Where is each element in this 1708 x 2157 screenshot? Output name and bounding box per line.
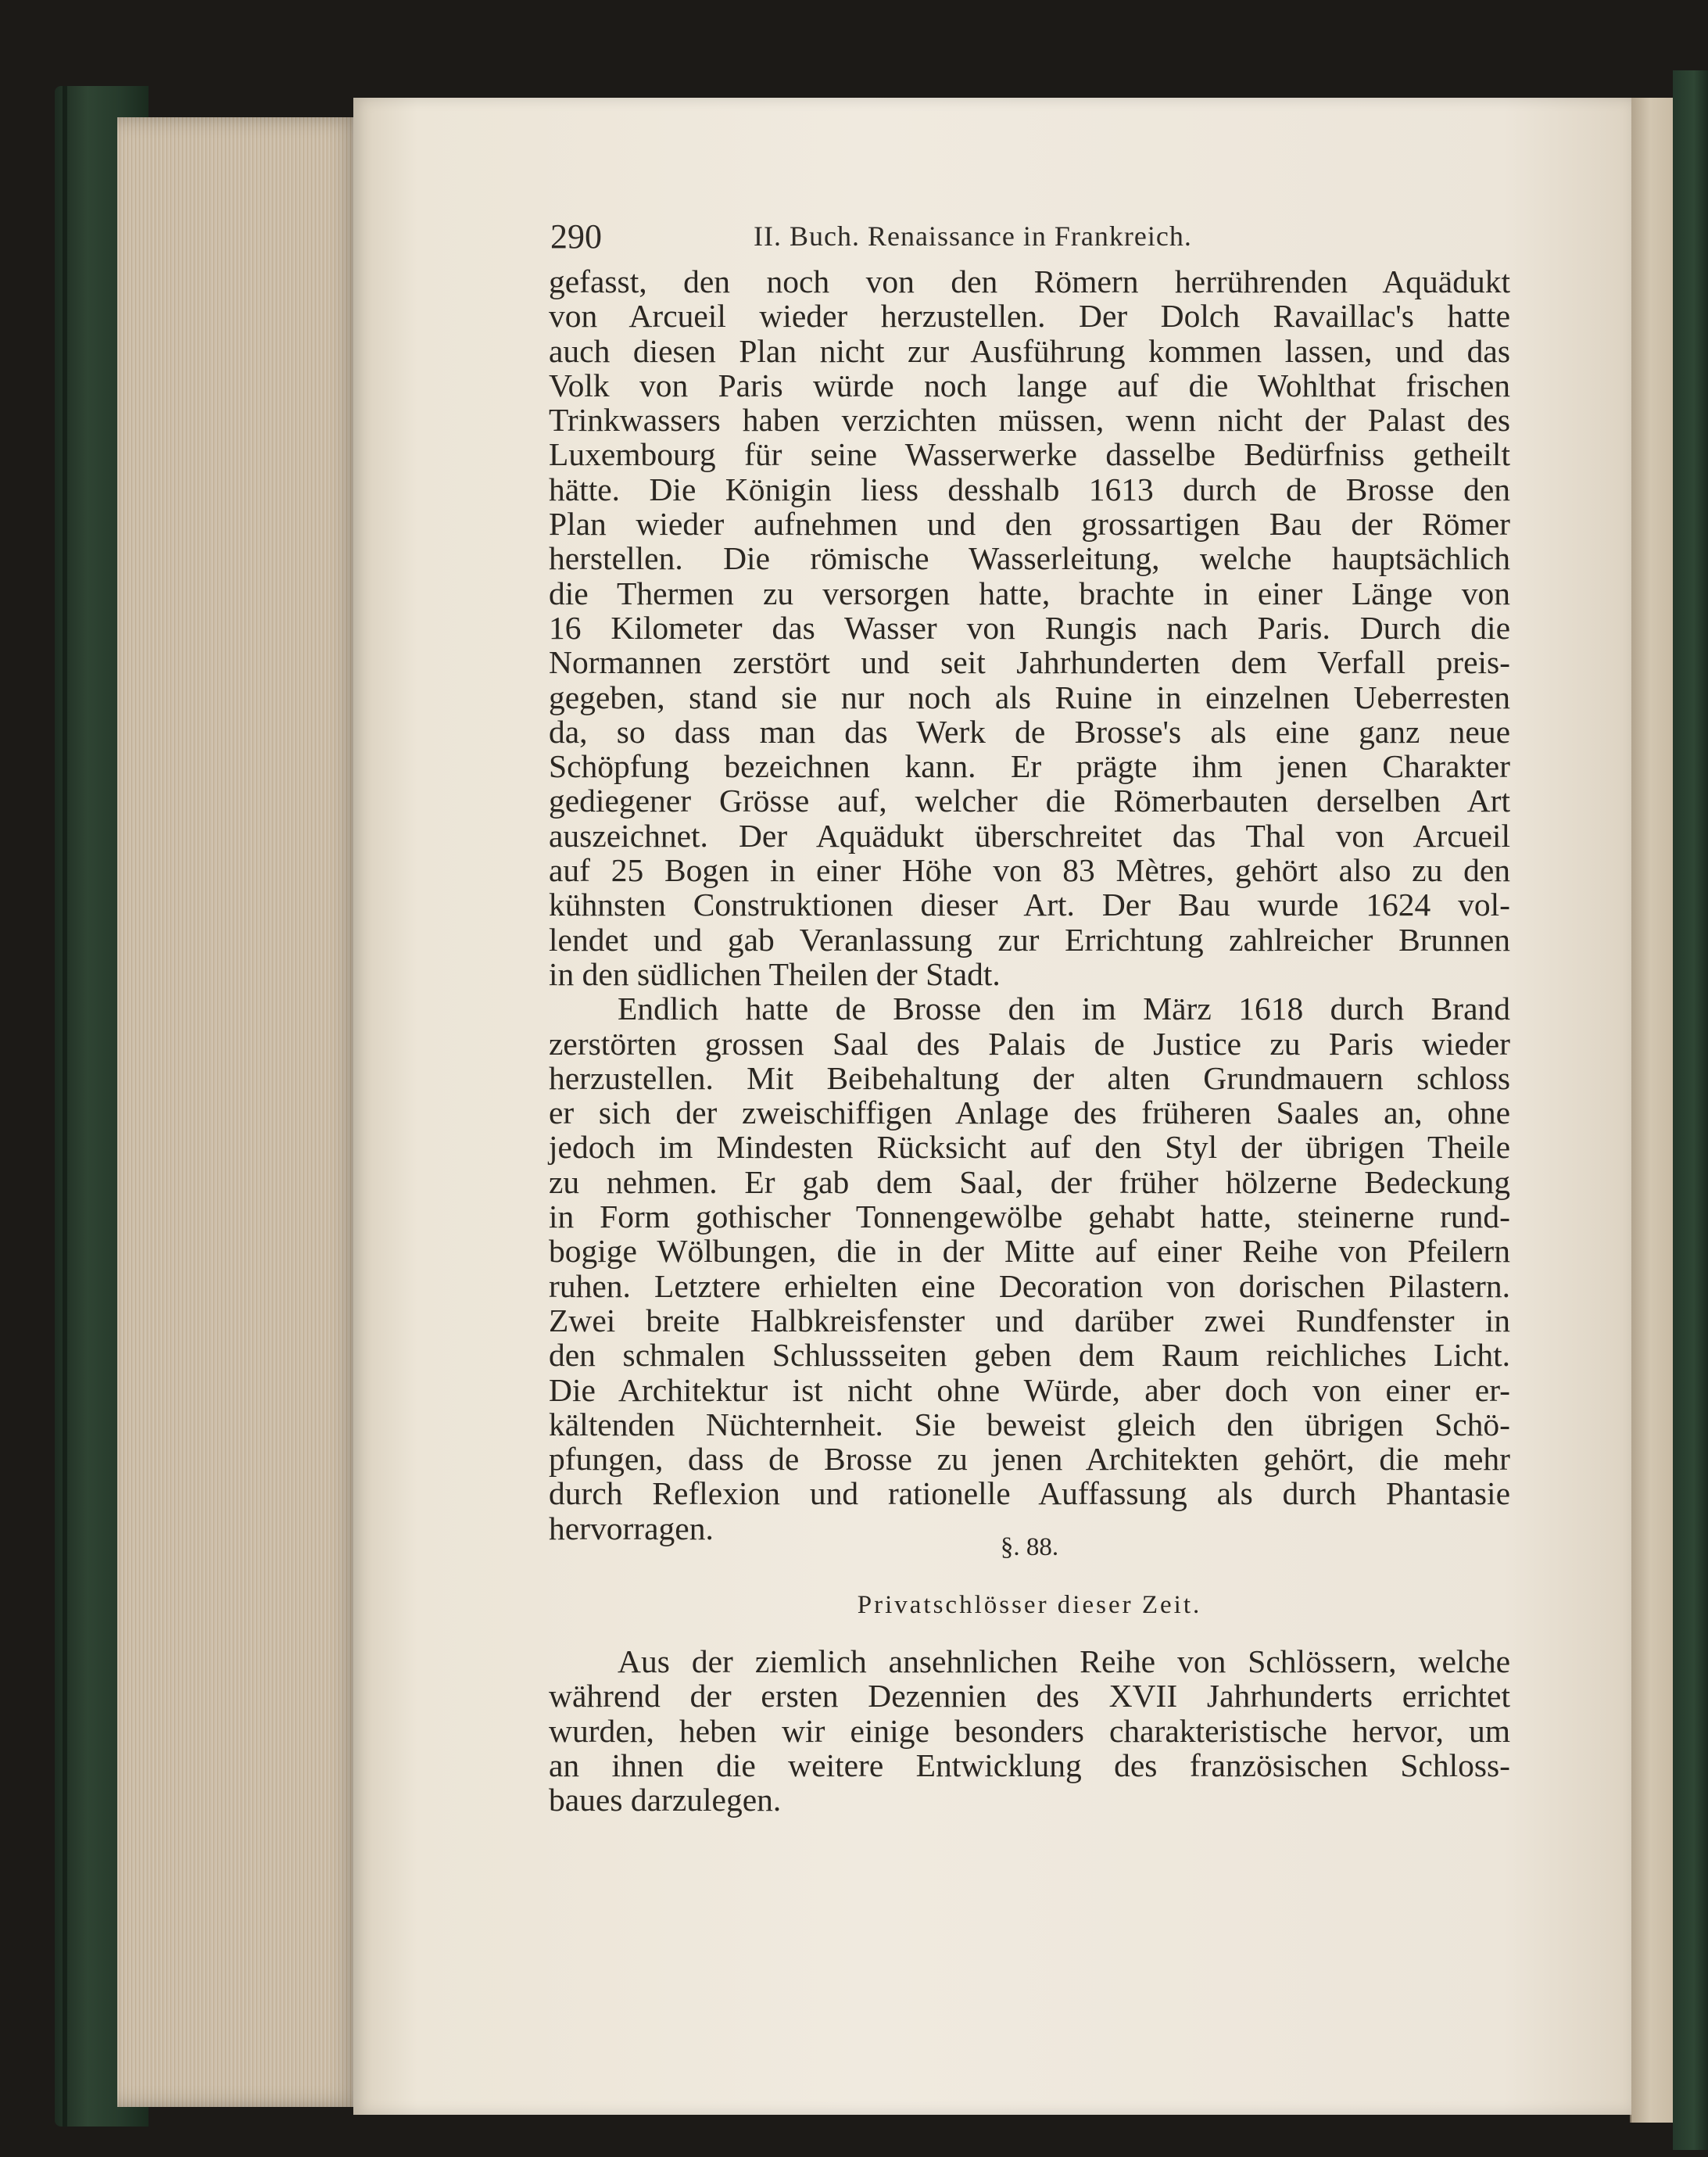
text-line: pfungen, dass de Brosse zu jenen Architekten gehört, die mehr bbox=[549, 1441, 1510, 1478]
text-line: Luxembourg für seine Wasserwerke dasselbe Bedürfniss getheilt bbox=[549, 436, 1510, 473]
text-line: lendet und gab Veranlassung zur Errichtung zahlreicher Brunnen bbox=[549, 921, 1510, 958]
text-line: auch diesen Plan nicht zur Ausführung kommen lassen, und das bbox=[549, 332, 1510, 369]
text-line: da, so dass man das Werk de Brosse's als eine ganz neue bbox=[549, 713, 1510, 750]
section-title: Privatschlösser dieser Zeit. bbox=[857, 1591, 1202, 1619]
body-text bbox=[549, 263, 1510, 1818]
text-line: er sich der zweischiffigen Anlage des früheren Saales an, ohne bbox=[549, 1095, 1510, 1131]
section-number: §. 88. bbox=[1000, 1533, 1059, 1561]
text-line: auszeichnet. Der Aquädukt überschreitet das Thal von Arcueil bbox=[549, 817, 1510, 854]
text-line: hervorragen. bbox=[549, 1510, 714, 1546]
text-line: von Arcueil wieder herzustellen. Der Dolch Ravaillac's hatte bbox=[549, 298, 1510, 335]
text-line: zerstörten grossen Saal des Palais de Justice zu Paris wieder bbox=[549, 1025, 1510, 1062]
text-line: gegeben, stand sie nur noch als Ruine in einzelnen Ueberresten bbox=[549, 679, 1510, 715]
text-line: durch Reflexion und rationelle Auffassung als durch Phantasie bbox=[549, 1475, 1510, 1512]
book-page bbox=[353, 98, 1631, 2115]
text-line: hätte. Die Königin liess desshalb 1613 durch de Brosse den bbox=[549, 471, 1510, 507]
text-line: ruhen. Letztere erhielten eine Decoration von dorischen Pilastern. bbox=[549, 1267, 1510, 1304]
text-line: gefasst, den noch von den Römern herrührenden Aquädukt bbox=[549, 263, 1510, 299]
text-line: Aus der ziemlich ansehnlichen Reihe von Schlössern, welche bbox=[618, 1643, 1510, 1679]
next-page-edge bbox=[1630, 98, 1678, 2123]
text-line: herstellen. Die römische Wasserleitung, welche hauptsächlich bbox=[549, 540, 1510, 577]
text-line: auf 25 Bogen in einer Höhe von 83 Mètres, gehört also zu den bbox=[549, 852, 1510, 889]
text-line: an ihnen die weitere Entwicklung des französischen Schloss- bbox=[549, 1747, 1510, 1783]
text-line: 16 Kilometer das Wasser von Rungis nach Paris. Durch die bbox=[549, 609, 1510, 646]
running-head bbox=[550, 217, 1629, 260]
text-line: Endlich hatte de Brosse den im März 1618 durch Brand bbox=[618, 991, 1510, 1027]
text-line: jedoch im Mindesten Rücksicht auf den Styl der übrigen Theile bbox=[549, 1129, 1510, 1166]
text-line: herzustellen. Mit Beibehaltung der alten Grundmauern schloss bbox=[549, 1059, 1510, 1096]
text-line: Schöpfung bezeichnen kann. Er prägte ihm jenen Charakter bbox=[549, 748, 1510, 785]
text-line: Normannen zerstört und seit Jahrhunderten dem Verfall preis- bbox=[549, 644, 1510, 681]
text-line: zu nehmen. Er gab dem Saal, der früher hölzerne Bedeckung bbox=[549, 1163, 1510, 1200]
text-line: Volk von Paris würde noch lange auf die Wohlthat frischen bbox=[549, 367, 1510, 403]
page-number: 290 bbox=[550, 217, 602, 256]
text-line: Zwei breite Halbkreisfenster und darüber zwei Rundfenster in bbox=[549, 1302, 1510, 1338]
text-line: während der ersten Dezennien des XVII Jahrhunderts errichtet bbox=[549, 1678, 1510, 1714]
paragraph-palais-de-justice bbox=[549, 991, 1510, 1546]
paragraph-aquaeduct bbox=[549, 264, 1510, 991]
text-line: in den südlichen Theilen der Stadt. bbox=[549, 955, 1001, 992]
text-line: Trinkwassers haben verzichten müssen, wenn nicht der Palast des bbox=[549, 402, 1510, 439]
text-line: bogige Wölbungen, die in der Mitte auf einer Reihe von Pfeilern bbox=[549, 1233, 1510, 1270]
text-line: Plan wieder aufnehmen und den grossartigen Bau der Römer bbox=[549, 506, 1510, 543]
text-line: den schmalen Schlussseiten geben dem Raum reichliches Licht. bbox=[549, 1337, 1510, 1374]
text-line: wurden, heben wir einige besonders charakteristische hervor, um bbox=[549, 1712, 1510, 1749]
text-line: kühnsten Construktionen dieser Art. Der Bau wurde 1624 vol- bbox=[549, 887, 1510, 923]
running-head-title: II. Buch. Renaissance in Frankreich. bbox=[754, 220, 1192, 252]
text-line: gediegener Grösse auf, welcher die Römerbauten derselben Art bbox=[549, 783, 1510, 819]
text-line: die Thermen zu versorgen hatte, brachte in einer Länge von bbox=[549, 575, 1510, 611]
page-edges bbox=[117, 117, 363, 2107]
paragraph-privatschloesser bbox=[549, 1644, 1510, 1817]
text-line: baues darzulegen. bbox=[549, 1782, 782, 1818]
right-book-cover bbox=[1673, 70, 1708, 2150]
text-line: Die Architektur ist nicht ohne Würde, aber doch von einer er- bbox=[549, 1371, 1510, 1408]
text-line: kältenden Nüchternheit. Sie beweist gleich den übrigen Schö- bbox=[549, 1406, 1510, 1442]
text-line: in Form gothischer Tonnengewölbe gehabt hatte, steinerne rund- bbox=[549, 1199, 1510, 1235]
